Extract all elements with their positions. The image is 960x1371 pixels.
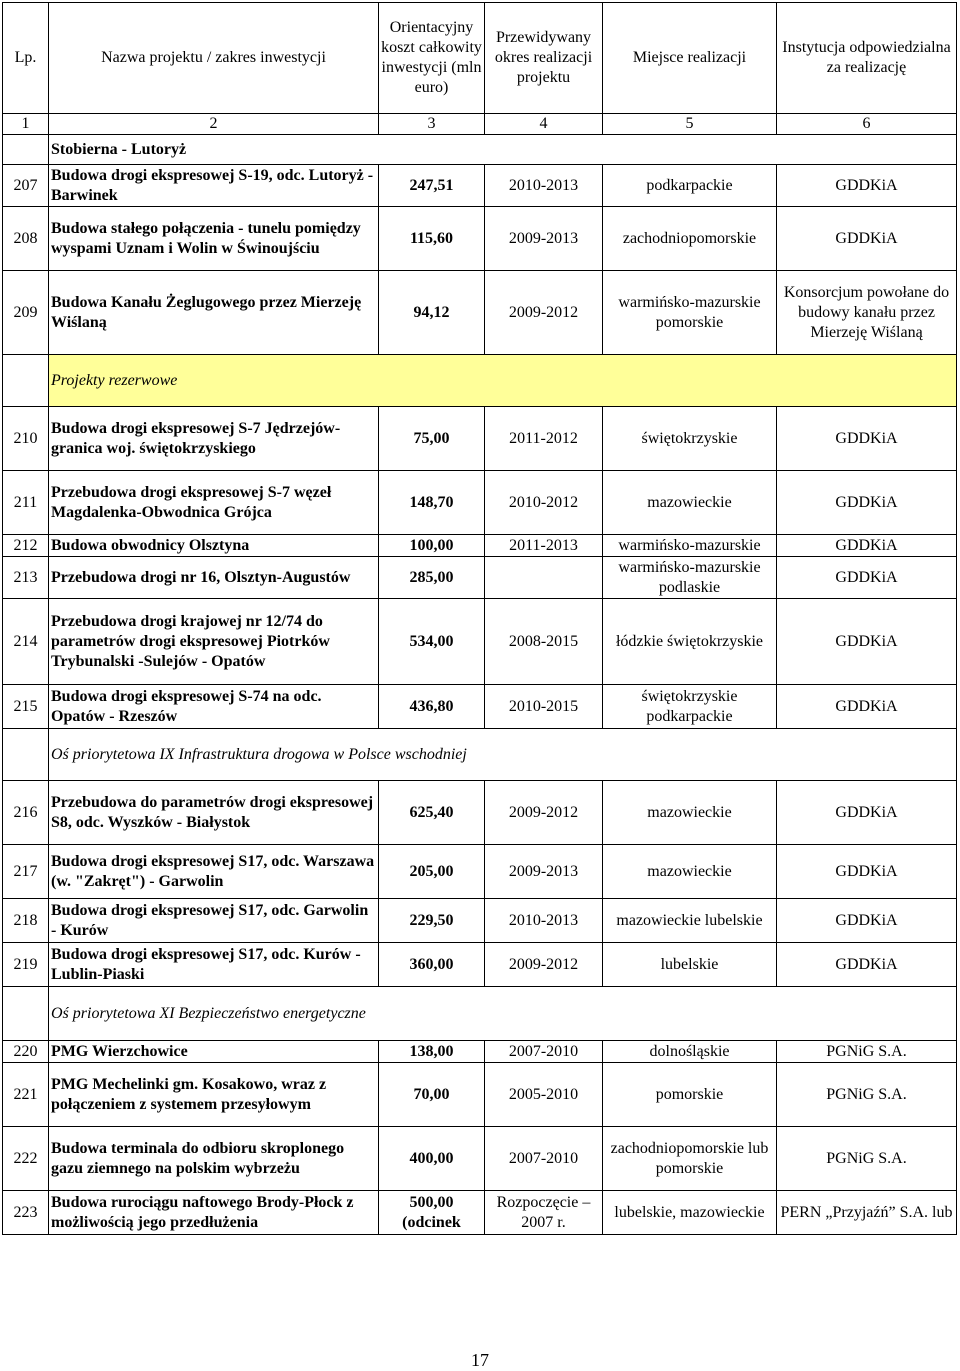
row-place: warmińsko-mazurskie pomorskie bbox=[603, 271, 777, 355]
row-institution: GDDKiA bbox=[777, 685, 957, 729]
row-name: PMG Mechelinki gm. Kosakowo, wraz z połączeniem z systemem przesyłowym bbox=[49, 1063, 379, 1127]
table-row bbox=[3, 271, 957, 355]
row-institution: GDDKiA bbox=[777, 599, 957, 685]
header-institution: Instytucja odpowiedzialna za realizację bbox=[777, 3, 957, 114]
col-number: 3 bbox=[379, 114, 485, 135]
row-place: pomorskie bbox=[603, 1063, 777, 1127]
row-period: 2009-2013 bbox=[485, 845, 603, 899]
row-name: Budowa drogi ekspresowej S17, odc. Warszawa (w. "Zakręt") - Garwolin bbox=[49, 845, 379, 899]
row-lp: 211 bbox=[3, 471, 49, 535]
row-name: Budowa obwodnicy Olsztyna bbox=[49, 535, 379, 557]
row-institution: GDDKiA bbox=[777, 165, 957, 207]
row-place: zachodniopomorskie lub pomorskie bbox=[603, 1127, 777, 1191]
row-lp: 219 bbox=[3, 943, 49, 987]
row-cost: 229,50 bbox=[379, 899, 485, 943]
row-period: 2010-2012 bbox=[485, 471, 603, 535]
row-cost: 138,00 bbox=[379, 1041, 485, 1063]
column-number-row bbox=[3, 114, 957, 135]
row-cost: 360,00 bbox=[379, 943, 485, 987]
row-institution: GDDKiA bbox=[777, 845, 957, 899]
row-place: świętokrzyskie bbox=[603, 407, 777, 471]
row-name: Budowa terminala do odbioru skroplonego gazu ziemnego na polskim wybrzeżu bbox=[49, 1127, 379, 1191]
row-lp: 209 bbox=[3, 271, 49, 355]
row-place: mazowieckie lubelskie bbox=[603, 899, 777, 943]
row-cost: 70,00 bbox=[379, 1063, 485, 1127]
row-cost: 75,00 bbox=[379, 407, 485, 471]
table-row bbox=[3, 943, 957, 987]
row-period: 2009-2012 bbox=[485, 271, 603, 355]
row-lp: 208 bbox=[3, 207, 49, 271]
row-cost: 285,00 bbox=[379, 557, 485, 599]
header-name: Nazwa projektu / zakres inwestycji bbox=[49, 3, 379, 114]
row-place: mazowieckie bbox=[603, 471, 777, 535]
row-place: zachodniopomorskie bbox=[603, 207, 777, 271]
row-name: Budowa stałego połączenia - tunelu pomiędzy wyspami Uznam i Wolin w Świnoujściu bbox=[49, 207, 379, 271]
table-row bbox=[3, 1063, 957, 1127]
row-period: 2009-2012 bbox=[485, 943, 603, 987]
row-lp: 221 bbox=[3, 1063, 49, 1127]
header-place: Miejsce realizacji bbox=[603, 3, 777, 114]
section-axis-11: Oś priorytetowa XI Bezpieczeństwo energetyczne bbox=[49, 987, 957, 1041]
section-axis-9: Oś priorytetowa IX Infrastruktura drogowa w Polsce wschodniej bbox=[49, 729, 957, 781]
row-place: świętokrzyskie podkarpackie bbox=[603, 685, 777, 729]
table-row bbox=[3, 207, 957, 271]
row-name: PMG Wierzchowice bbox=[49, 1041, 379, 1063]
row-institution: GDDKiA bbox=[777, 407, 957, 471]
row-lp: 216 bbox=[3, 781, 49, 845]
row-name: Przebudowa drogi krajowej nr 12/74 do parametrów drogi ekspresowej Piotrków Trybunalski -Sulejów - Opatów bbox=[49, 599, 379, 685]
row-lp: 220 bbox=[3, 1041, 49, 1063]
section-row bbox=[3, 729, 957, 781]
row-lp: 213 bbox=[3, 557, 49, 599]
row-name: Budowa drogi ekspresowej S-74 na odc. Opatów - Rzeszów bbox=[49, 685, 379, 729]
row-name: Przebudowa drogi nr 16, Olsztyn-Augustów bbox=[49, 557, 379, 599]
row-cost: 436,80 bbox=[379, 685, 485, 729]
row-cost: 625,40 bbox=[379, 781, 485, 845]
header-cost: Orientacyjny koszt całkowity inwestycji (mln euro) bbox=[379, 3, 485, 114]
row-cost: 94,12 bbox=[379, 271, 485, 355]
row-lp: 223 bbox=[3, 1191, 49, 1235]
row-institution: GDDKiA bbox=[777, 207, 957, 271]
row-name: Przebudowa drogi ekspresowej S-7 węzeł Magdalenka-Obwodnica Grójca bbox=[49, 471, 379, 535]
table-row bbox=[3, 1127, 957, 1191]
row-name: Przebudowa do parametrów drogi ekspresowej S8, odc. Wyszków - Białystok bbox=[49, 781, 379, 845]
row-period: 2010-2015 bbox=[485, 685, 603, 729]
row-institution: GDDKiA bbox=[777, 535, 957, 557]
section-row bbox=[3, 987, 957, 1041]
row-institution: PGNiG S.A. bbox=[777, 1127, 957, 1191]
row-place: mazowieckie bbox=[603, 845, 777, 899]
table-row bbox=[3, 845, 957, 899]
table-row bbox=[3, 557, 957, 599]
row-period: 2011-2013 bbox=[485, 535, 603, 557]
row-cost: 148,70 bbox=[379, 471, 485, 535]
continuation-row bbox=[3, 135, 957, 165]
row-name: Budowa drogi ekspresowej S17, odc. Kurów - Lublin-Piaski bbox=[49, 943, 379, 987]
row-cost: 100,00 bbox=[379, 535, 485, 557]
row-period: 2007-2010 bbox=[485, 1127, 603, 1191]
row-institution: PGNiG S.A. bbox=[777, 1041, 957, 1063]
row-lp: 218 bbox=[3, 899, 49, 943]
row-period: Rozpoczęcie – 2007 r. bbox=[485, 1191, 603, 1235]
row-place: lubelskie bbox=[603, 943, 777, 987]
row-institution: Konsorcjum powołane do budowy kanału przez Mierzeję Wiślaną bbox=[777, 271, 957, 355]
row-cost: 115,60 bbox=[379, 207, 485, 271]
col-number: 4 bbox=[485, 114, 603, 135]
row-period: 2010-2013 bbox=[485, 899, 603, 943]
header-lp: Lp. bbox=[3, 3, 49, 114]
table-row bbox=[3, 899, 957, 943]
col-number: 2 bbox=[49, 114, 379, 135]
table-row bbox=[3, 471, 957, 535]
row-institution: GDDKiA bbox=[777, 557, 957, 599]
page-number: 17 bbox=[471, 1350, 489, 1370]
table-row bbox=[3, 1191, 957, 1235]
row-period: 2007-2010 bbox=[485, 1041, 603, 1063]
row-institution: PGNiG S.A. bbox=[777, 1063, 957, 1127]
row-lp: 214 bbox=[3, 599, 49, 685]
table-row bbox=[3, 685, 957, 729]
row-place: podkarpackie bbox=[603, 165, 777, 207]
col-number: 5 bbox=[603, 114, 777, 135]
table-row bbox=[3, 165, 957, 207]
row-name: Budowa rurociągu naftowego Brody-Płock z możliwością jego przedłużenia bbox=[49, 1191, 379, 1235]
row-name: Budowa drogi ekspresowej S-7 Jędrzejów- granica woj. świętokrzyskiego bbox=[49, 407, 379, 471]
row-place: lubelskie, mazowieckie bbox=[603, 1191, 777, 1235]
row-institution: GDDKiA bbox=[777, 781, 957, 845]
row-cost: 247,51 bbox=[379, 165, 485, 207]
row-name: Budowa drogi ekspresowej S-19, odc. Lutoryż - Barwinek bbox=[49, 165, 379, 207]
row-cost: 400,00 bbox=[379, 1127, 485, 1191]
col-number: 1 bbox=[3, 114, 49, 135]
row-lp: 215 bbox=[3, 685, 49, 729]
investment-table bbox=[2, 2, 957, 1235]
row-period: 2010-2013 bbox=[485, 165, 603, 207]
row-institution: GDDKiA bbox=[777, 899, 957, 943]
row-place: łódzkie świętokrzyskie bbox=[603, 599, 777, 685]
continuation-text: Stobierna - Lutoryż bbox=[49, 135, 957, 165]
table-header-row bbox=[3, 3, 957, 114]
row-period: 2005-2010 bbox=[485, 1063, 603, 1127]
row-place: warmińsko-mazurskie podlaskie bbox=[603, 557, 777, 599]
row-cost: 205,00 bbox=[379, 845, 485, 899]
row-lp: 210 bbox=[3, 407, 49, 471]
row-institution: GDDKiA bbox=[777, 943, 957, 987]
section-reserve: Projekty rezerwowe bbox=[49, 355, 957, 407]
row-name: Budowa drogi ekspresowej S17, odc. Garwolin - Kurów bbox=[49, 899, 379, 943]
row-period: 2009-2013 bbox=[485, 207, 603, 271]
row-lp: 217 bbox=[3, 845, 49, 899]
row-period bbox=[485, 557, 603, 599]
row-place: mazowieckie bbox=[603, 781, 777, 845]
row-period: 2011-2012 bbox=[485, 407, 603, 471]
table-row bbox=[3, 781, 957, 845]
section-row bbox=[3, 355, 957, 407]
header-period: Przewidywany okres realizacji projektu bbox=[485, 3, 603, 114]
row-place: dolnośląskie bbox=[603, 1041, 777, 1063]
row-institution: GDDKiA bbox=[777, 471, 957, 535]
row-period: 2009-2012 bbox=[485, 781, 603, 845]
table-row bbox=[3, 535, 957, 557]
document-page bbox=[2, 2, 956, 1254]
row-cost: 534,00 bbox=[379, 599, 485, 685]
table-row bbox=[3, 599, 957, 685]
col-number: 6 bbox=[777, 114, 957, 135]
table-row bbox=[3, 407, 957, 471]
row-lp: 207 bbox=[3, 165, 49, 207]
row-institution: PERN „Przyjaźń” S.A. lub bbox=[777, 1191, 957, 1235]
row-cost: 500,00 (odcinek bbox=[379, 1191, 485, 1235]
row-lp: 212 bbox=[3, 535, 49, 557]
row-lp: 222 bbox=[3, 1127, 49, 1191]
row-period: 2008-2015 bbox=[485, 599, 603, 685]
table-row bbox=[3, 1041, 957, 1063]
row-place: warmińsko-mazurskie bbox=[603, 535, 777, 557]
row-name: Budowa Kanału Żeglugowego przez Mierzeję Wiślaną bbox=[49, 271, 379, 355]
